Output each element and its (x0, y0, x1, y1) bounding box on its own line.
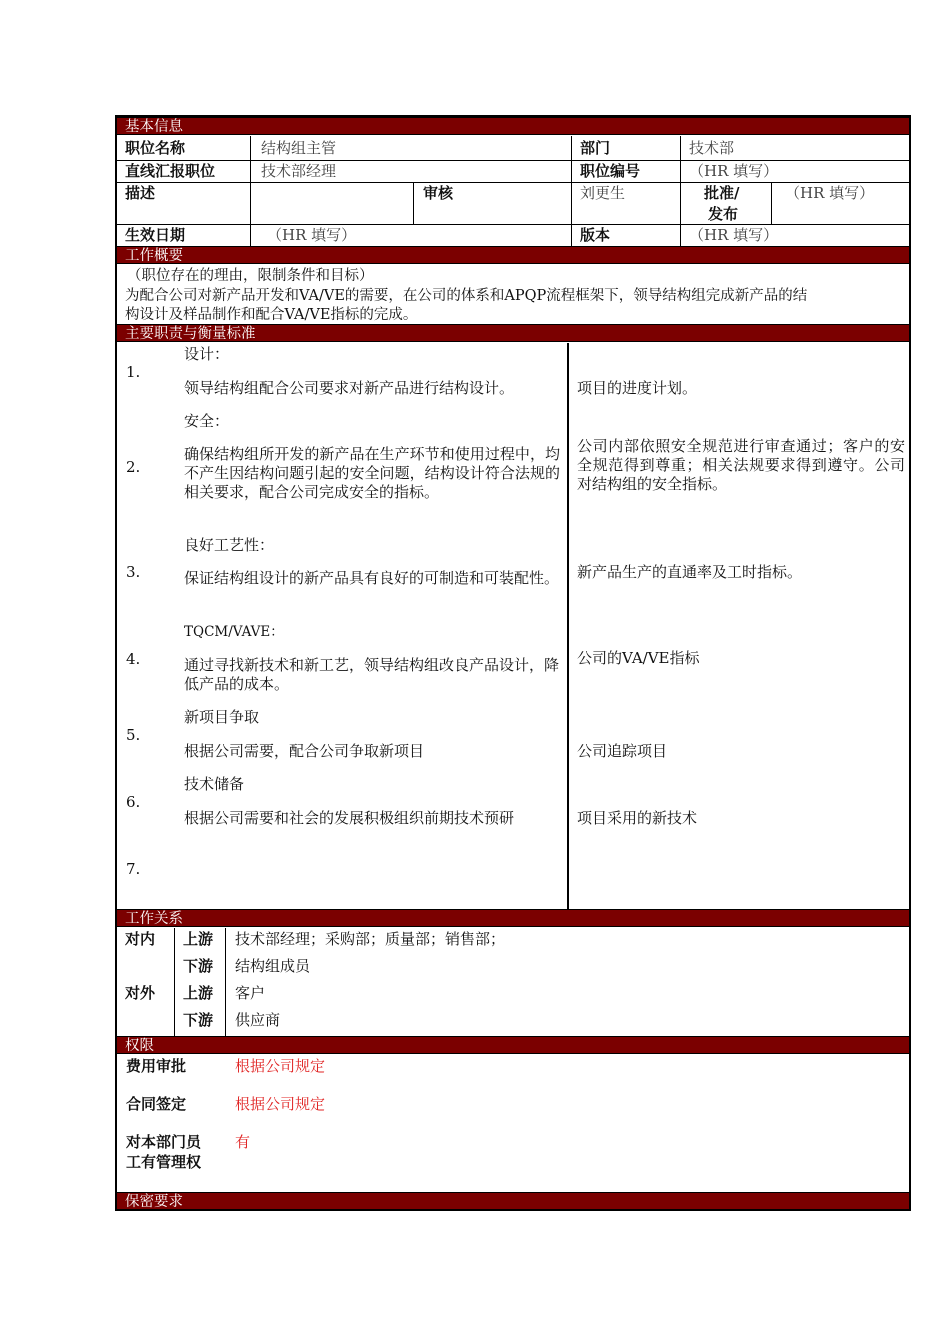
duty-number: 5. (126, 726, 141, 744)
summary-line-1: 为配合公司对新产品开发和VA/VE的需要，在公司的体系和APQP流程框架下，领导结构组完成新产品的结 (125, 288, 808, 304)
duty-number: 3. (126, 563, 141, 581)
title-label: 职位名称 (125, 139, 186, 157)
section-confidential: 保密要求 (117, 1192, 909, 1210)
duty-title: TQCM/VAVE： (184, 624, 284, 640)
duty-title: 良好工艺性： (184, 536, 275, 554)
relation-internal-label: 对内 (125, 930, 156, 948)
duty-number: 6. (126, 793, 141, 811)
relation-direction: 下游 (183, 957, 214, 975)
version-label: 版本 (580, 226, 611, 244)
duty-desc: 根据公司需要，配合公司争取新项目 (184, 742, 425, 760)
duty-number: 7. (126, 860, 141, 878)
duty-measure: 项目采用的新技术 (577, 809, 698, 827)
date-label: 生效日期 (125, 226, 186, 244)
review-value: 刘更生 (580, 184, 626, 202)
authority-label: 费用审批 (126, 1057, 187, 1075)
review-label: 审核 (423, 184, 454, 202)
desc-label: 描述 (125, 184, 156, 202)
relation-direction: 上游 (183, 984, 214, 1002)
relation-value: 供应商 (235, 1011, 281, 1029)
relation-direction: 上游 (183, 930, 214, 948)
section-duties: 主要职责与衡量标准 (117, 324, 909, 342)
authority-value: 根据公司规定 (235, 1057, 326, 1075)
report-label: 直线汇报职位 (125, 162, 216, 180)
section-authority: 权限 (117, 1036, 909, 1054)
relation-value: 客户 (235, 984, 266, 1002)
relation-external-label: 对外 (125, 984, 156, 1002)
section-summary: 工作概要 (117, 246, 909, 264)
duty-measure: 公司的VA/VE指标 (577, 649, 700, 667)
approve-value: （HR 填写） (785, 184, 875, 202)
version-value: （HR 填写） (689, 226, 779, 244)
duty-title: 设计： (184, 345, 230, 363)
duty-measure: 新产品生产的直通率及工时指标。 (577, 563, 803, 581)
authority-label: 合同签定 (126, 1095, 187, 1113)
summary-note: （职位存在的理由，限制条件和目标） (127, 268, 374, 284)
duty-title: 安全： (184, 412, 230, 430)
duty-desc: 通过寻找新技术和新工艺，领导结构组改良产品设计，降低产品的成本。 (184, 656, 560, 693)
duty-desc: 确保结构组所开发的新产品在生产环节和使用过程中，均不产生因结构问题引起的安全问题，结构设计符合法规的相关要求，配合公司完成安全的指标。 (184, 445, 560, 501)
duty-desc: 根据公司需要和社会的发展积极组织前期技术预研 (184, 809, 515, 827)
authority-label-line1: 对本部门员 (126, 1133, 202, 1151)
duty-desc: 领导结构组配合公司要求对新产品进行结构设计。 (184, 379, 515, 397)
duty-title: 技术储备 (184, 775, 245, 793)
relation-direction: 下游 (183, 1011, 214, 1029)
code-value: （HR 填写） (689, 162, 779, 180)
authority-value: 有 (235, 1133, 251, 1151)
code-label: 职位编号 (580, 162, 641, 180)
duty-measure: 项目的进度计划。 (577, 379, 698, 397)
job-description-form (115, 115, 911, 1211)
duty-number: 2. (126, 458, 141, 476)
date-value: （HR 填写） (267, 226, 357, 244)
duty-title: 新项目争取 (184, 708, 260, 726)
section-relations: 工作关系 (117, 909, 909, 927)
summary-line-2: 构设计及样品制作和配合VA/VE指标的完成。 (125, 307, 418, 323)
duty-measure: 公司内部依照安全规范进行审查通过；客户的安全规范得到尊重；相关法规要求得到遵守。公司对结构组的安全指标。 (577, 437, 905, 493)
authority-value: 根据公司规定 (235, 1095, 326, 1113)
duty-measure: 公司追踪项目 (577, 742, 668, 760)
duty-number: 1. (126, 363, 141, 381)
authority-label-line2: 工有管理权 (126, 1153, 202, 1171)
approve-label-line2: 发布 (708, 205, 739, 223)
duty-number: 4. (126, 650, 141, 668)
dept-label: 部门 (580, 139, 611, 157)
approve-label-line1: 批准/ (704, 184, 740, 202)
relation-value: 结构组成员 (235, 957, 311, 975)
section-basic-info: 基本信息 (117, 117, 909, 135)
relation-value: 技术部经理；采购部；质量部；销售部； (235, 930, 506, 948)
title-value: 结构组主管 (261, 139, 337, 157)
report-value: 技术部经理 (261, 162, 337, 180)
dept-value: 技术部 (689, 139, 735, 157)
duty-desc: 保证结构组设计的新产品具有良好的可制造和可装配性。 (184, 569, 560, 587)
